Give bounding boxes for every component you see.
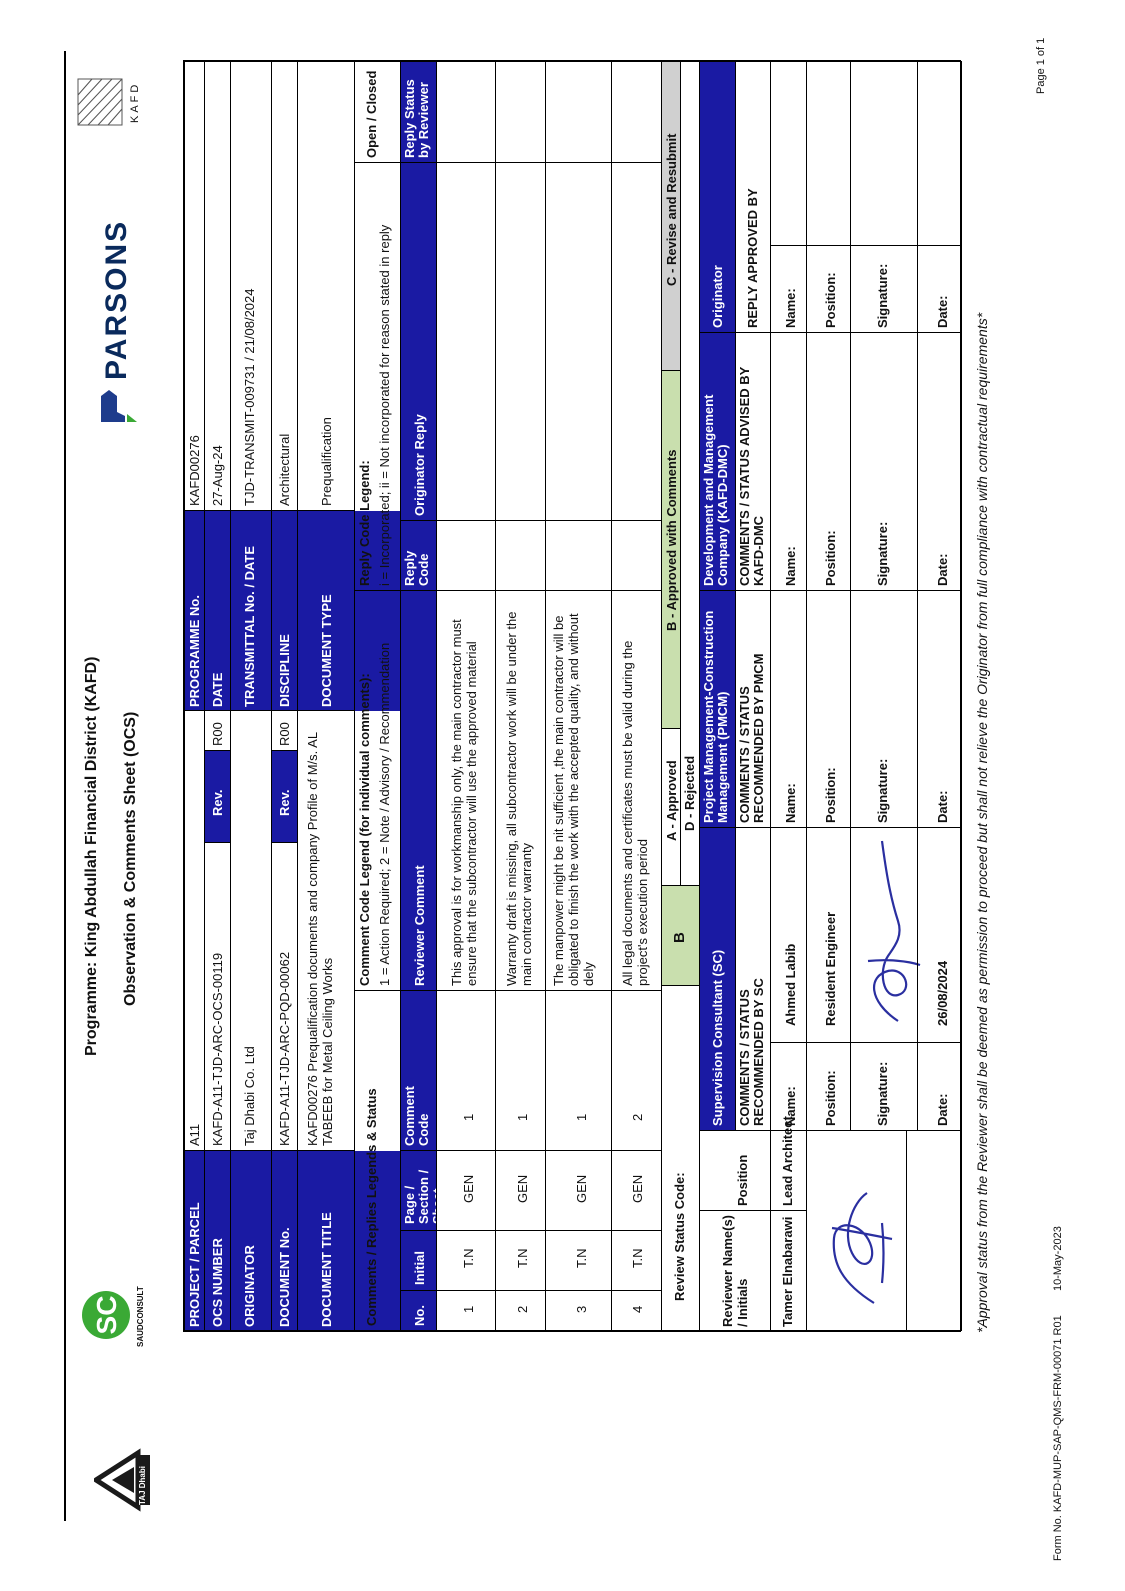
sc-position-label: Position: (823, 1070, 838, 1126)
table-top-border (183, 61, 185, 1331)
row-4-code: 2 (630, 1113, 645, 1121)
originator-value: Taj Dhabi Co. Ltd (242, 1046, 257, 1146)
open-closed-label: Open / Closed (364, 70, 379, 158)
row-2-no: 2 (515, 1305, 530, 1313)
reviewer-signature-image (812, 1143, 902, 1323)
pmcm-name-label: Name: (783, 783, 798, 823)
doc-title-value: KAFD00276 Prequalification documents and company Profile of M/s. AL TABEEB for Metal Ceiling Works (305, 732, 335, 1146)
pmcm-title: Project Management-Construction Management (PMCM) (701, 610, 730, 823)
signoff-row-line (906, 1131, 907, 1331)
sc-logo-text: SAUDCONSULT (136, 1286, 145, 1347)
legend-col-line (354, 162, 401, 163)
programme-title: Programme: King Abdullah Financial District (KAFD) (83, 656, 100, 1056)
comment-code-title: Comment Code Legend (for individual comments): (357, 673, 372, 986)
document-no-label: DOCUMENT No. (277, 1227, 292, 1327)
reply-code-title: Reply Code Legend: (357, 460, 372, 586)
sheet-title: Observation & Comments Sheet (OCS) (122, 711, 139, 1006)
comments-col-line (401, 1150, 662, 1151)
discipline-value: Architectural (277, 433, 292, 506)
status-d: D - Rejected (682, 755, 697, 831)
signoff-row-line (917, 61, 918, 1131)
legend-section-label: Comments / Replies Legends & Status (364, 1088, 379, 1326)
project-label: PROJECT / PARCEL (187, 1202, 202, 1327)
doc-type-value: Prequalification (319, 417, 334, 506)
comments-col-line (401, 162, 662, 163)
dmc-signature-label: Signature: (875, 521, 890, 586)
legend-bottom-line (400, 61, 401, 1331)
col-reviewer-comment: Reviewer Comment (412, 865, 427, 986)
originator-date-label: Date: (935, 295, 950, 328)
info-col-line (184, 710, 354, 711)
signoff-header-line (735, 61, 736, 1131)
row-3-no: 3 (574, 1305, 589, 1313)
originator-position-label: Position: (823, 272, 838, 328)
status-col-line (661, 728, 680, 729)
saudconsult-logo (80, 1275, 155, 1355)
dmc-title: Development and Management Company (KAFD-DMC) (701, 394, 730, 586)
row-3-page: GEN (574, 1174, 589, 1203)
info-row-line (204, 61, 205, 1331)
col-reply-code: Reply Code (402, 550, 431, 586)
row-4-initial: T.N (630, 1248, 645, 1268)
ocs-rev-value: R00 (210, 722, 225, 746)
col-page: Page / Section / Sheet (402, 1169, 445, 1224)
form-date: 10-May-2023 (1052, 1226, 1064, 1291)
discipline-label: DISCIPLINE (277, 634, 292, 707)
comments-col-line (401, 1290, 662, 1291)
row-4-page: GEN (630, 1174, 645, 1203)
table-right-border (183, 60, 961, 62)
transmittal-value: TJD-TRANSMIT-009731 / 21/08/2024 (242, 288, 257, 506)
row-1-no: 1 (461, 1305, 476, 1313)
signoff-col-line (699, 332, 961, 333)
originator-title: Originator (710, 265, 725, 328)
doc-type-label: DOCUMENT TYPE (319, 594, 334, 707)
status-col-line (661, 885, 699, 886)
row-1-page: GEN (461, 1174, 476, 1203)
dmc-sub: COMMENTS / STATUS ADVISED BY KAFD-DMC (737, 366, 766, 586)
info-col-line (271, 842, 297, 843)
ocs-rev-label: Rev. (210, 789, 225, 816)
info-row-line (297, 61, 298, 1331)
col-reply-status: Reply Status by Reviewer (402, 79, 431, 158)
signoff-col-line (699, 827, 961, 828)
signoff-col-line (699, 1130, 961, 1131)
doc-rev-label: Rev. (277, 789, 292, 816)
pmcm-sub: COMMENTS / STATUS RECOMMENDED BY PMCM (737, 653, 766, 823)
comments-row-line (436, 61, 437, 1331)
dmc-date-label: Date: (935, 553, 950, 586)
row-4-comment: All legal documents and certificates must be valid during the project's execution period (620, 640, 650, 986)
status-col-line (661, 985, 699, 986)
parsons-logo-text: PARSONS (100, 219, 133, 380)
originator-name-label: Name: (783, 288, 798, 328)
taj-logo-text: TAJ Dhabi (138, 1466, 147, 1505)
reviewer-position: Lead Architect (780, 1116, 795, 1206)
comments-col-line (401, 990, 662, 991)
row-1-code: 1 (461, 1113, 476, 1121)
ocs-value: KAFD-A11-TJD-ARC-OCS-00119 (210, 952, 225, 1146)
reply-code-text: i = Incorporated; ii = Not incorporated for reason stated in reply (377, 224, 392, 586)
document-no-value: KAFD-A11-TJD-ARC-PQD-00062 (277, 951, 292, 1146)
status-col-line (661, 370, 680, 371)
row-1-initial: T.N (461, 1248, 476, 1268)
row-2-code: 1 (515, 1113, 530, 1121)
kafd-logo-text: KAFD (129, 81, 141, 123)
info-row-line (271, 61, 272, 1331)
row-2-comment: Warranty draft is missing, all subcontractor work will be under the main contractor warranty (504, 611, 534, 986)
signoff-col-line (770, 245, 960, 246)
col-originator-reply: Originator Reply (412, 414, 427, 516)
sc-name: Ahmed Labib (783, 943, 798, 1026)
dmc-name-label: Name: (783, 546, 798, 586)
table-bottom-border (960, 61, 962, 1331)
review-status-value: B (671, 932, 688, 943)
comment-code-text: 1 = Action Required; 2 = Note / Advisory / Recommendation (377, 642, 392, 986)
date-label: DATE (210, 672, 225, 707)
sc-sub: COMMENTS / STATUS RECOMMENDED BY SC (737, 978, 766, 1126)
row-2-page: GEN (515, 1174, 530, 1203)
comments-col-line (401, 590, 662, 591)
row-2-initial: T.N (515, 1248, 530, 1268)
row-4-no: 4 (630, 1305, 645, 1313)
signoff-row-line (806, 61, 807, 1331)
reviewer-name: Tamer Elnabarawi (780, 1216, 795, 1327)
info-col-line (271, 750, 297, 751)
transmittal-label: TRANSMITTAL No. / DATE (242, 545, 257, 707)
info-col-line (184, 510, 354, 511)
comments-row-line (661, 61, 662, 1331)
signoff-col-line (699, 590, 961, 591)
comments-col-line (401, 1230, 662, 1231)
programme-no-label: PROGRAMME No. (187, 595, 202, 707)
programme-no-value: KAFD00276 (187, 435, 202, 506)
doc-title-label: DOCUMENT TITLE (319, 1212, 334, 1327)
pmcm-date-label: Date: (935, 790, 950, 823)
svg-text:SC: SC (91, 1295, 122, 1335)
row-3-initial: T.N (574, 1248, 589, 1268)
comments-row-line (611, 61, 612, 1331)
col-initial: Initial (412, 1251, 427, 1285)
legend-col-line (354, 990, 401, 991)
doc-rev-value: R00 (277, 722, 292, 746)
comments-row-line (495, 61, 496, 1331)
info-col-line (204, 842, 230, 843)
top-rule (64, 51, 66, 1521)
comments-col-line (401, 520, 662, 521)
sc-title: Supervision Consultant (SC) (710, 949, 725, 1126)
originator-sub: REPLY APPROVED BY (745, 188, 760, 328)
ocs-label: OCS NUMBER (210, 1238, 225, 1327)
comments-row-line (545, 61, 546, 1331)
originator-label: ORIGINATOR (242, 1245, 257, 1327)
project-value: A11 (187, 1123, 202, 1146)
info-col-line (184, 1150, 354, 1151)
sc-position: Resident Engineer (823, 911, 838, 1026)
disclaimer: *Approval status from the Reviewer shall be deemed as permission to proceed but shall not relieve the Originator from full compliance with contractual requirements* (974, 312, 990, 1333)
row-3-comment: The manpower might be nit sufficient ,the main contractor will be obligated to finish the work with the accepted quality, and without dely (551, 613, 596, 986)
pmcm-position-label: Position: (823, 767, 838, 823)
status-mid-line (680, 61, 681, 886)
sc-name-label: Name: (783, 1086, 798, 1126)
signoff-col-line (770, 1042, 960, 1043)
table-left-border (183, 1330, 961, 1332)
parsons-logo (95, 196, 140, 426)
kafd-logo (76, 67, 156, 127)
row-3-code: 1 (574, 1113, 589, 1121)
pmcm-signature-label: Signature: (875, 758, 890, 823)
sc-date: 26/08/2024 (935, 960, 950, 1026)
status-c: C - Revise and Resubmit (664, 133, 679, 286)
status-a: A - Approved (664, 760, 679, 841)
col-no: No. (412, 1305, 427, 1326)
sc-signature-label: Signature: (875, 1061, 890, 1126)
sc-date-label: Date: (935, 1093, 950, 1126)
position-label: Position (735, 1154, 750, 1206)
info-row-line (230, 61, 231, 1331)
status-b: B - Approved with Comments (664, 449, 679, 631)
info-col-line (204, 750, 230, 751)
originator-signature-label: Signature: (875, 263, 890, 328)
signoff-subheader-line (770, 61, 771, 1331)
page-number: Page 1 of 1 (1035, 37, 1047, 94)
taj-dhabi-logo (94, 1445, 154, 1515)
legend-col-line (354, 590, 401, 591)
row-1-comment: This approval is for workmanship only, the main contractor must ensure that the subcontractor will use the approved material (449, 619, 479, 986)
dmc-position-label: Position: (823, 530, 838, 586)
signoff-col-line (699, 1210, 806, 1211)
col-comment-code: Comment Code (402, 1086, 431, 1146)
date-value: 27-Aug-24 (210, 445, 225, 506)
legend-top-line (354, 61, 355, 1331)
form-number: Form No. KAFD-MUP-SAP-QMS-FRM-00071 R01 (1052, 1315, 1064, 1561)
reviewer-names-label: Reviewer Name(s) / Initials (720, 1215, 750, 1327)
signoff-row-line (850, 61, 851, 1131)
review-status-label: Review Status Code: (672, 1172, 687, 1301)
status-bottom-line (699, 61, 700, 1331)
